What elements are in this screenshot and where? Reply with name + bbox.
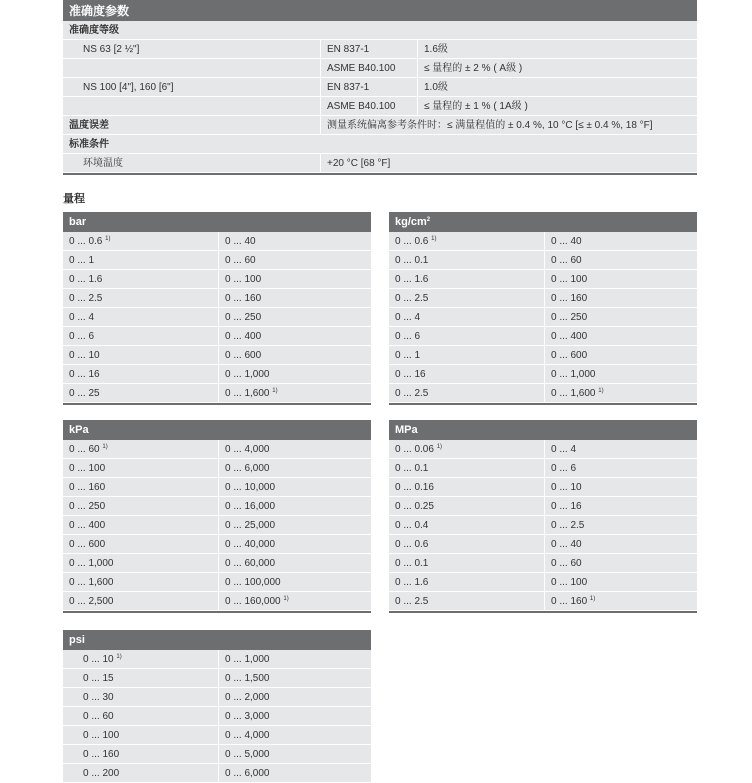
range-value: 0 ... 600 bbox=[69, 539, 106, 550]
range-value: 0 ... 0.06 bbox=[395, 444, 434, 455]
accuracy-value-cell: 1.6级 bbox=[417, 40, 697, 58]
range-cell-left bbox=[389, 478, 544, 496]
footnote-mark: 1) bbox=[272, 388, 278, 394]
range-cell-left bbox=[389, 535, 544, 553]
range-value: 0 ... 100,000 bbox=[225, 577, 281, 588]
range-cell-left bbox=[389, 289, 544, 307]
range-value: 0 ... 4 bbox=[69, 312, 95, 323]
range-cell-right bbox=[218, 327, 371, 345]
range-cell-right bbox=[544, 459, 697, 477]
standard-cell: ASME B40.100 bbox=[320, 97, 417, 115]
range-cell-left bbox=[63, 516, 218, 534]
table-row bbox=[63, 669, 371, 688]
range-section-title: 量程 bbox=[63, 193, 85, 205]
range-cell-left bbox=[63, 707, 218, 725]
range-value: 0 ... 60,000 bbox=[225, 558, 276, 569]
range-cell-left bbox=[63, 251, 218, 269]
range-cell-right bbox=[218, 516, 371, 534]
table-row bbox=[389, 289, 697, 308]
table-row bbox=[63, 59, 697, 78]
size-cell bbox=[63, 59, 320, 77]
range-cell-left bbox=[389, 497, 544, 515]
table-row bbox=[389, 459, 697, 478]
divider bbox=[63, 403, 371, 405]
table-row bbox=[63, 40, 697, 59]
unit-header bbox=[389, 212, 697, 232]
unit-superscript: 2 bbox=[426, 217, 431, 223]
table-row bbox=[63, 308, 371, 327]
range-value: 0 ... 0.1 bbox=[395, 255, 429, 266]
range-value: 0 ... 1,000 bbox=[551, 369, 596, 380]
table-row bbox=[389, 232, 697, 251]
divider bbox=[389, 611, 697, 613]
range-cell-left bbox=[389, 384, 544, 402]
range-cell-right bbox=[544, 327, 697, 345]
accuracy-value-cell: ≤ 量程的 ± 1 % ( 1A级 ) bbox=[417, 97, 697, 115]
range-value: 0 ... 4,000 bbox=[225, 730, 270, 741]
range-value: 0 ... 1,000 bbox=[225, 654, 270, 665]
range-cell-right bbox=[544, 270, 697, 288]
table-row bbox=[63, 592, 371, 611]
range-value: 0 ... 250 bbox=[551, 312, 588, 323]
range-table-psi bbox=[63, 630, 371, 783]
range-cell-left bbox=[63, 440, 218, 458]
table-row bbox=[389, 270, 697, 289]
range-value: 0 ... 200 bbox=[83, 768, 120, 779]
table-row bbox=[63, 270, 371, 289]
range-value: 0 ... 2.5 bbox=[551, 520, 585, 531]
range-value: 0 ... 25,000 bbox=[225, 520, 276, 531]
range-cell-left bbox=[389, 308, 544, 326]
range-value: 0 ... 40,000 bbox=[225, 539, 276, 550]
range-cell-right bbox=[218, 745, 371, 763]
range-cell-left bbox=[389, 365, 544, 383]
range-value: 0 ... 400 bbox=[69, 520, 106, 531]
table-row bbox=[389, 573, 697, 592]
range-value: 0 ... 1,600 bbox=[69, 577, 114, 588]
range-cell-right bbox=[218, 440, 371, 458]
table-row bbox=[389, 365, 697, 384]
range-value: 0 ... 30 bbox=[83, 692, 114, 703]
unit-header: bar bbox=[63, 212, 371, 232]
unit-header: kPa bbox=[63, 420, 371, 440]
standard-cell: ASME B40.100 bbox=[320, 59, 417, 77]
range-cell-right bbox=[544, 535, 697, 553]
range-table-kpa bbox=[63, 420, 371, 613]
range-cell-right bbox=[218, 308, 371, 326]
range-cell-right bbox=[544, 251, 697, 269]
range-value: 0 ... 6 bbox=[551, 463, 577, 474]
range-cell-right bbox=[218, 650, 371, 668]
table-row bbox=[389, 592, 697, 611]
table-row bbox=[389, 440, 697, 459]
range-value: 0 ... 100 bbox=[225, 274, 262, 285]
range-value: 0 ... 250 bbox=[69, 501, 106, 512]
table-row bbox=[63, 440, 371, 459]
range-cell-right bbox=[218, 270, 371, 288]
range-cell-left bbox=[389, 516, 544, 534]
range-cell-right bbox=[544, 573, 697, 591]
range-cell-right bbox=[218, 346, 371, 364]
range-cell-left bbox=[389, 327, 544, 345]
table-row bbox=[63, 478, 371, 497]
table-row bbox=[63, 78, 697, 97]
range-value: 0 ... 100 bbox=[69, 463, 106, 474]
range-value: 0 ... 100 bbox=[551, 274, 588, 285]
range-cell-right bbox=[218, 669, 371, 687]
table-row bbox=[389, 308, 697, 327]
range-value: 0 ... 6,000 bbox=[225, 768, 270, 779]
table-row bbox=[63, 573, 371, 592]
table-row bbox=[63, 650, 371, 669]
range-value: 0 ... 100 bbox=[83, 730, 120, 741]
accuracy-class-row bbox=[63, 21, 697, 40]
range-value: 0 ... 15 bbox=[83, 673, 114, 684]
table-row bbox=[389, 516, 697, 535]
range-value: 0 ... 2.5 bbox=[69, 293, 103, 304]
range-cell-left bbox=[63, 384, 218, 402]
table-row bbox=[63, 365, 371, 384]
range-value: 0 ... 1,600 bbox=[551, 388, 596, 399]
table-row bbox=[63, 516, 371, 535]
table-row bbox=[63, 726, 371, 745]
range-cell-right bbox=[218, 289, 371, 307]
range-value: 0 ... 1,500 bbox=[225, 673, 270, 684]
range-value: 0 ... 4 bbox=[551, 444, 577, 455]
range-cell-left bbox=[389, 346, 544, 364]
range-cell-right bbox=[218, 573, 371, 591]
footnote-mark: 1) bbox=[105, 236, 111, 242]
footnote-mark: 1) bbox=[598, 388, 604, 394]
temp-error-label: 温度误差 bbox=[69, 120, 109, 131]
table-row bbox=[63, 707, 371, 726]
table-row bbox=[63, 554, 371, 573]
table-row bbox=[389, 535, 697, 554]
range-value: 0 ... 0.1 bbox=[395, 463, 429, 474]
accuracy-spec-table bbox=[63, 0, 697, 175]
accuracy-value-cell: ≤ 量程的 ± 2 % ( A级 ) bbox=[417, 59, 697, 77]
range-cell-left bbox=[389, 270, 544, 288]
range-value: 0 ... 60 bbox=[83, 711, 114, 722]
size-cell: NS 100 [4"], 160 [6"] bbox=[83, 82, 174, 93]
range-value: 0 ... 1.6 bbox=[395, 274, 429, 285]
range-cell-left bbox=[63, 308, 218, 326]
ambient-temp-row bbox=[63, 154, 697, 173]
range-value: 0 ... 40 bbox=[551, 539, 582, 550]
range-cell-right bbox=[218, 497, 371, 515]
range-value: 0 ... 1,600 bbox=[225, 388, 270, 399]
range-value: 0 ... 40 bbox=[551, 236, 582, 247]
range-cell-left bbox=[63, 592, 218, 610]
range-value: 0 ... 25 bbox=[69, 388, 100, 399]
table-row bbox=[63, 497, 371, 516]
table-row bbox=[63, 764, 371, 783]
table-row bbox=[63, 745, 371, 764]
standard-cell: EN 837-1 bbox=[320, 40, 417, 58]
range-value: 0 ... 400 bbox=[225, 331, 262, 342]
table-row bbox=[63, 289, 371, 308]
range-value: 0 ... 10,000 bbox=[225, 482, 276, 493]
range-value: 0 ... 0.6 bbox=[395, 539, 429, 550]
range-value: 0 ... 600 bbox=[551, 350, 588, 361]
footnote-mark: 1) bbox=[116, 654, 122, 660]
table-row bbox=[389, 478, 697, 497]
range-value: 0 ... 5,000 bbox=[225, 749, 270, 760]
range-cell-right bbox=[544, 440, 697, 458]
table-row bbox=[63, 346, 371, 365]
temp-error-value: 测量系统偏离参考条件时：≤ 满量程值的 ± 0.4 %, 10 °C [≤ ± 0.4 %, 18 °F] bbox=[320, 116, 697, 134]
size-cell: NS 63 [2 ½"] bbox=[83, 44, 140, 55]
table-row bbox=[63, 384, 371, 403]
range-value: 0 ... 600 bbox=[225, 350, 262, 361]
range-value: 0 ... 250 bbox=[225, 312, 262, 323]
range-cell-left bbox=[63, 669, 218, 687]
range-cell-right bbox=[218, 535, 371, 553]
range-cell-right bbox=[218, 688, 371, 706]
range-cell-left bbox=[389, 459, 544, 477]
range-value: 0 ... 2.5 bbox=[395, 388, 429, 399]
unit-header: MPa bbox=[389, 420, 697, 440]
range-cell-right bbox=[218, 554, 371, 572]
table-row bbox=[63, 97, 697, 116]
range-cell-left bbox=[63, 745, 218, 763]
range-value: 0 ... 40 bbox=[225, 236, 256, 247]
table-row bbox=[63, 535, 371, 554]
ambient-temp-value: +20 °C [68 °F] bbox=[320, 154, 697, 172]
table-row bbox=[389, 346, 697, 365]
range-cell-right bbox=[218, 251, 371, 269]
divider bbox=[63, 611, 371, 613]
range-cell-right bbox=[544, 478, 697, 496]
range-cell-left bbox=[63, 346, 218, 364]
range-table-bar bbox=[63, 212, 371, 405]
table-row bbox=[63, 459, 371, 478]
standard-cell: EN 837-1 bbox=[320, 78, 417, 96]
range-value: 0 ... 60 bbox=[69, 444, 100, 455]
footnote-mark: 1) bbox=[436, 444, 443, 450]
range-cell-left bbox=[63, 535, 218, 553]
range-value: 0 ... 0.4 bbox=[395, 520, 429, 531]
range-cell-right bbox=[218, 384, 371, 402]
range-cell-right bbox=[544, 365, 697, 383]
range-value: 0 ... 0.16 bbox=[395, 482, 434, 493]
range-value: 0 ... 1 bbox=[395, 350, 421, 361]
range-table-kgcm2 bbox=[389, 212, 697, 405]
range-cell-left bbox=[389, 232, 544, 250]
range-value: 0 ... 160 bbox=[551, 596, 588, 607]
range-cell-right bbox=[218, 232, 371, 250]
accuracy-class-label: 准确度等级 bbox=[69, 25, 119, 36]
accuracy-header: 准确度参数 bbox=[63, 0, 697, 21]
range-cell-left bbox=[63, 554, 218, 572]
range-value: 0 ... 1.6 bbox=[395, 577, 429, 588]
range-cell-right bbox=[544, 384, 697, 402]
range-cell-left bbox=[63, 289, 218, 307]
range-cell-right bbox=[544, 308, 697, 326]
range-value: 0 ... 0.6 bbox=[395, 236, 429, 247]
divider bbox=[389, 403, 697, 405]
range-value: 0 ... 1.6 bbox=[69, 274, 103, 285]
range-value: 0 ... 60 bbox=[551, 558, 582, 569]
range-cell-left bbox=[63, 459, 218, 477]
range-value: 0 ... 4,000 bbox=[225, 444, 270, 455]
range-cell-right bbox=[218, 726, 371, 744]
range-value: 0 ... 60 bbox=[551, 255, 582, 266]
range-value: 0 ... 16,000 bbox=[225, 501, 276, 512]
standard-conditions-label: 标准条件 bbox=[69, 139, 109, 150]
range-value: 0 ... 10 bbox=[83, 654, 114, 665]
range-cell-right bbox=[218, 478, 371, 496]
footnote-mark: 1) bbox=[431, 236, 437, 242]
range-cell-left bbox=[63, 365, 218, 383]
ambient-temp-label: 环境温度 bbox=[83, 158, 123, 169]
range-value: 0 ... 100 bbox=[551, 577, 588, 588]
range-cell-left bbox=[63, 232, 218, 250]
range-cell-left bbox=[63, 327, 218, 345]
range-value: 0 ... 16 bbox=[395, 369, 426, 380]
unit-header: psi bbox=[63, 630, 371, 650]
range-cell-right bbox=[218, 365, 371, 383]
range-value: 0 ... 160 bbox=[83, 749, 120, 760]
table-row bbox=[389, 554, 697, 573]
range-value: 0 ... 1 bbox=[69, 255, 95, 266]
range-cell-right bbox=[218, 592, 371, 610]
range-value: 0 ... 0.25 bbox=[395, 501, 434, 512]
table-row bbox=[63, 327, 371, 346]
range-cell-left bbox=[389, 554, 544, 572]
range-value: 0 ... 0.6 bbox=[69, 236, 103, 247]
range-value: 0 ... 2.5 bbox=[395, 293, 429, 304]
range-value: 0 ... 6 bbox=[69, 331, 95, 342]
range-value: 0 ... 2.5 bbox=[395, 596, 429, 607]
table-row bbox=[63, 232, 371, 251]
unit-header-text: kg/cm bbox=[395, 216, 427, 228]
range-value: 0 ... 2,000 bbox=[225, 692, 270, 703]
range-value: 0 ... 1,000 bbox=[225, 369, 270, 380]
range-value: 0 ... 2,500 bbox=[69, 596, 114, 607]
footnote-mark: 1) bbox=[283, 596, 289, 602]
table-row bbox=[63, 688, 371, 707]
range-cell-left bbox=[63, 764, 218, 782]
range-cell-right bbox=[544, 497, 697, 515]
range-cell-left bbox=[63, 573, 218, 591]
range-cell-left bbox=[389, 251, 544, 269]
footnote-mark: 1) bbox=[589, 596, 596, 602]
range-cell-left bbox=[63, 497, 218, 515]
range-cell-left bbox=[63, 688, 218, 706]
range-cell-left bbox=[389, 573, 544, 591]
temp-error-row bbox=[63, 116, 697, 135]
range-cell-right bbox=[218, 459, 371, 477]
range-value: 0 ... 160 bbox=[69, 482, 106, 493]
range-table-mpa bbox=[389, 420, 697, 613]
range-value: 0 ... 160,000 bbox=[225, 596, 281, 607]
range-cell-right bbox=[544, 592, 697, 610]
range-value: 0 ... 0.1 bbox=[395, 558, 429, 569]
table-row bbox=[389, 251, 697, 270]
size-cell bbox=[63, 97, 320, 115]
range-cell-left bbox=[63, 726, 218, 744]
range-cell-left bbox=[389, 592, 544, 610]
range-cell-left bbox=[63, 270, 218, 288]
range-value: 0 ... 10 bbox=[69, 350, 100, 361]
range-value: 0 ... 16 bbox=[69, 369, 100, 380]
range-value: 0 ... 160 bbox=[225, 293, 262, 304]
accuracy-value-cell: 1.0级 bbox=[417, 78, 697, 96]
range-cell-right bbox=[218, 764, 371, 782]
range-value: 0 ... 60 bbox=[225, 255, 256, 266]
footnote-mark: 1) bbox=[102, 444, 108, 450]
range-value: 0 ... 160 bbox=[551, 293, 588, 304]
range-value: 0 ... 16 bbox=[551, 501, 582, 512]
range-value: 0 ... 400 bbox=[551, 331, 588, 342]
divider bbox=[63, 173, 697, 175]
range-value: 0 ... 3,000 bbox=[225, 711, 270, 722]
range-value: 0 ... 10 bbox=[551, 482, 582, 493]
range-cell-right bbox=[544, 232, 697, 250]
range-value: 0 ... 4 bbox=[395, 312, 421, 323]
range-value: 0 ... 1,000 bbox=[69, 558, 114, 569]
range-cell-right bbox=[544, 289, 697, 307]
range-cell-right bbox=[544, 346, 697, 364]
range-cell-left bbox=[63, 478, 218, 496]
range-cell-left bbox=[63, 650, 218, 668]
range-value: 0 ... 6 bbox=[395, 331, 421, 342]
range-cell-right bbox=[544, 554, 697, 572]
table-row bbox=[389, 384, 697, 403]
standard-conditions-row bbox=[63, 135, 697, 154]
range-cell-left bbox=[389, 440, 544, 458]
range-cell-right bbox=[218, 707, 371, 725]
range-cell-right bbox=[544, 516, 697, 534]
table-row bbox=[63, 251, 371, 270]
table-row bbox=[389, 327, 697, 346]
table-row bbox=[389, 497, 697, 516]
range-value: 0 ... 6,000 bbox=[225, 463, 270, 474]
